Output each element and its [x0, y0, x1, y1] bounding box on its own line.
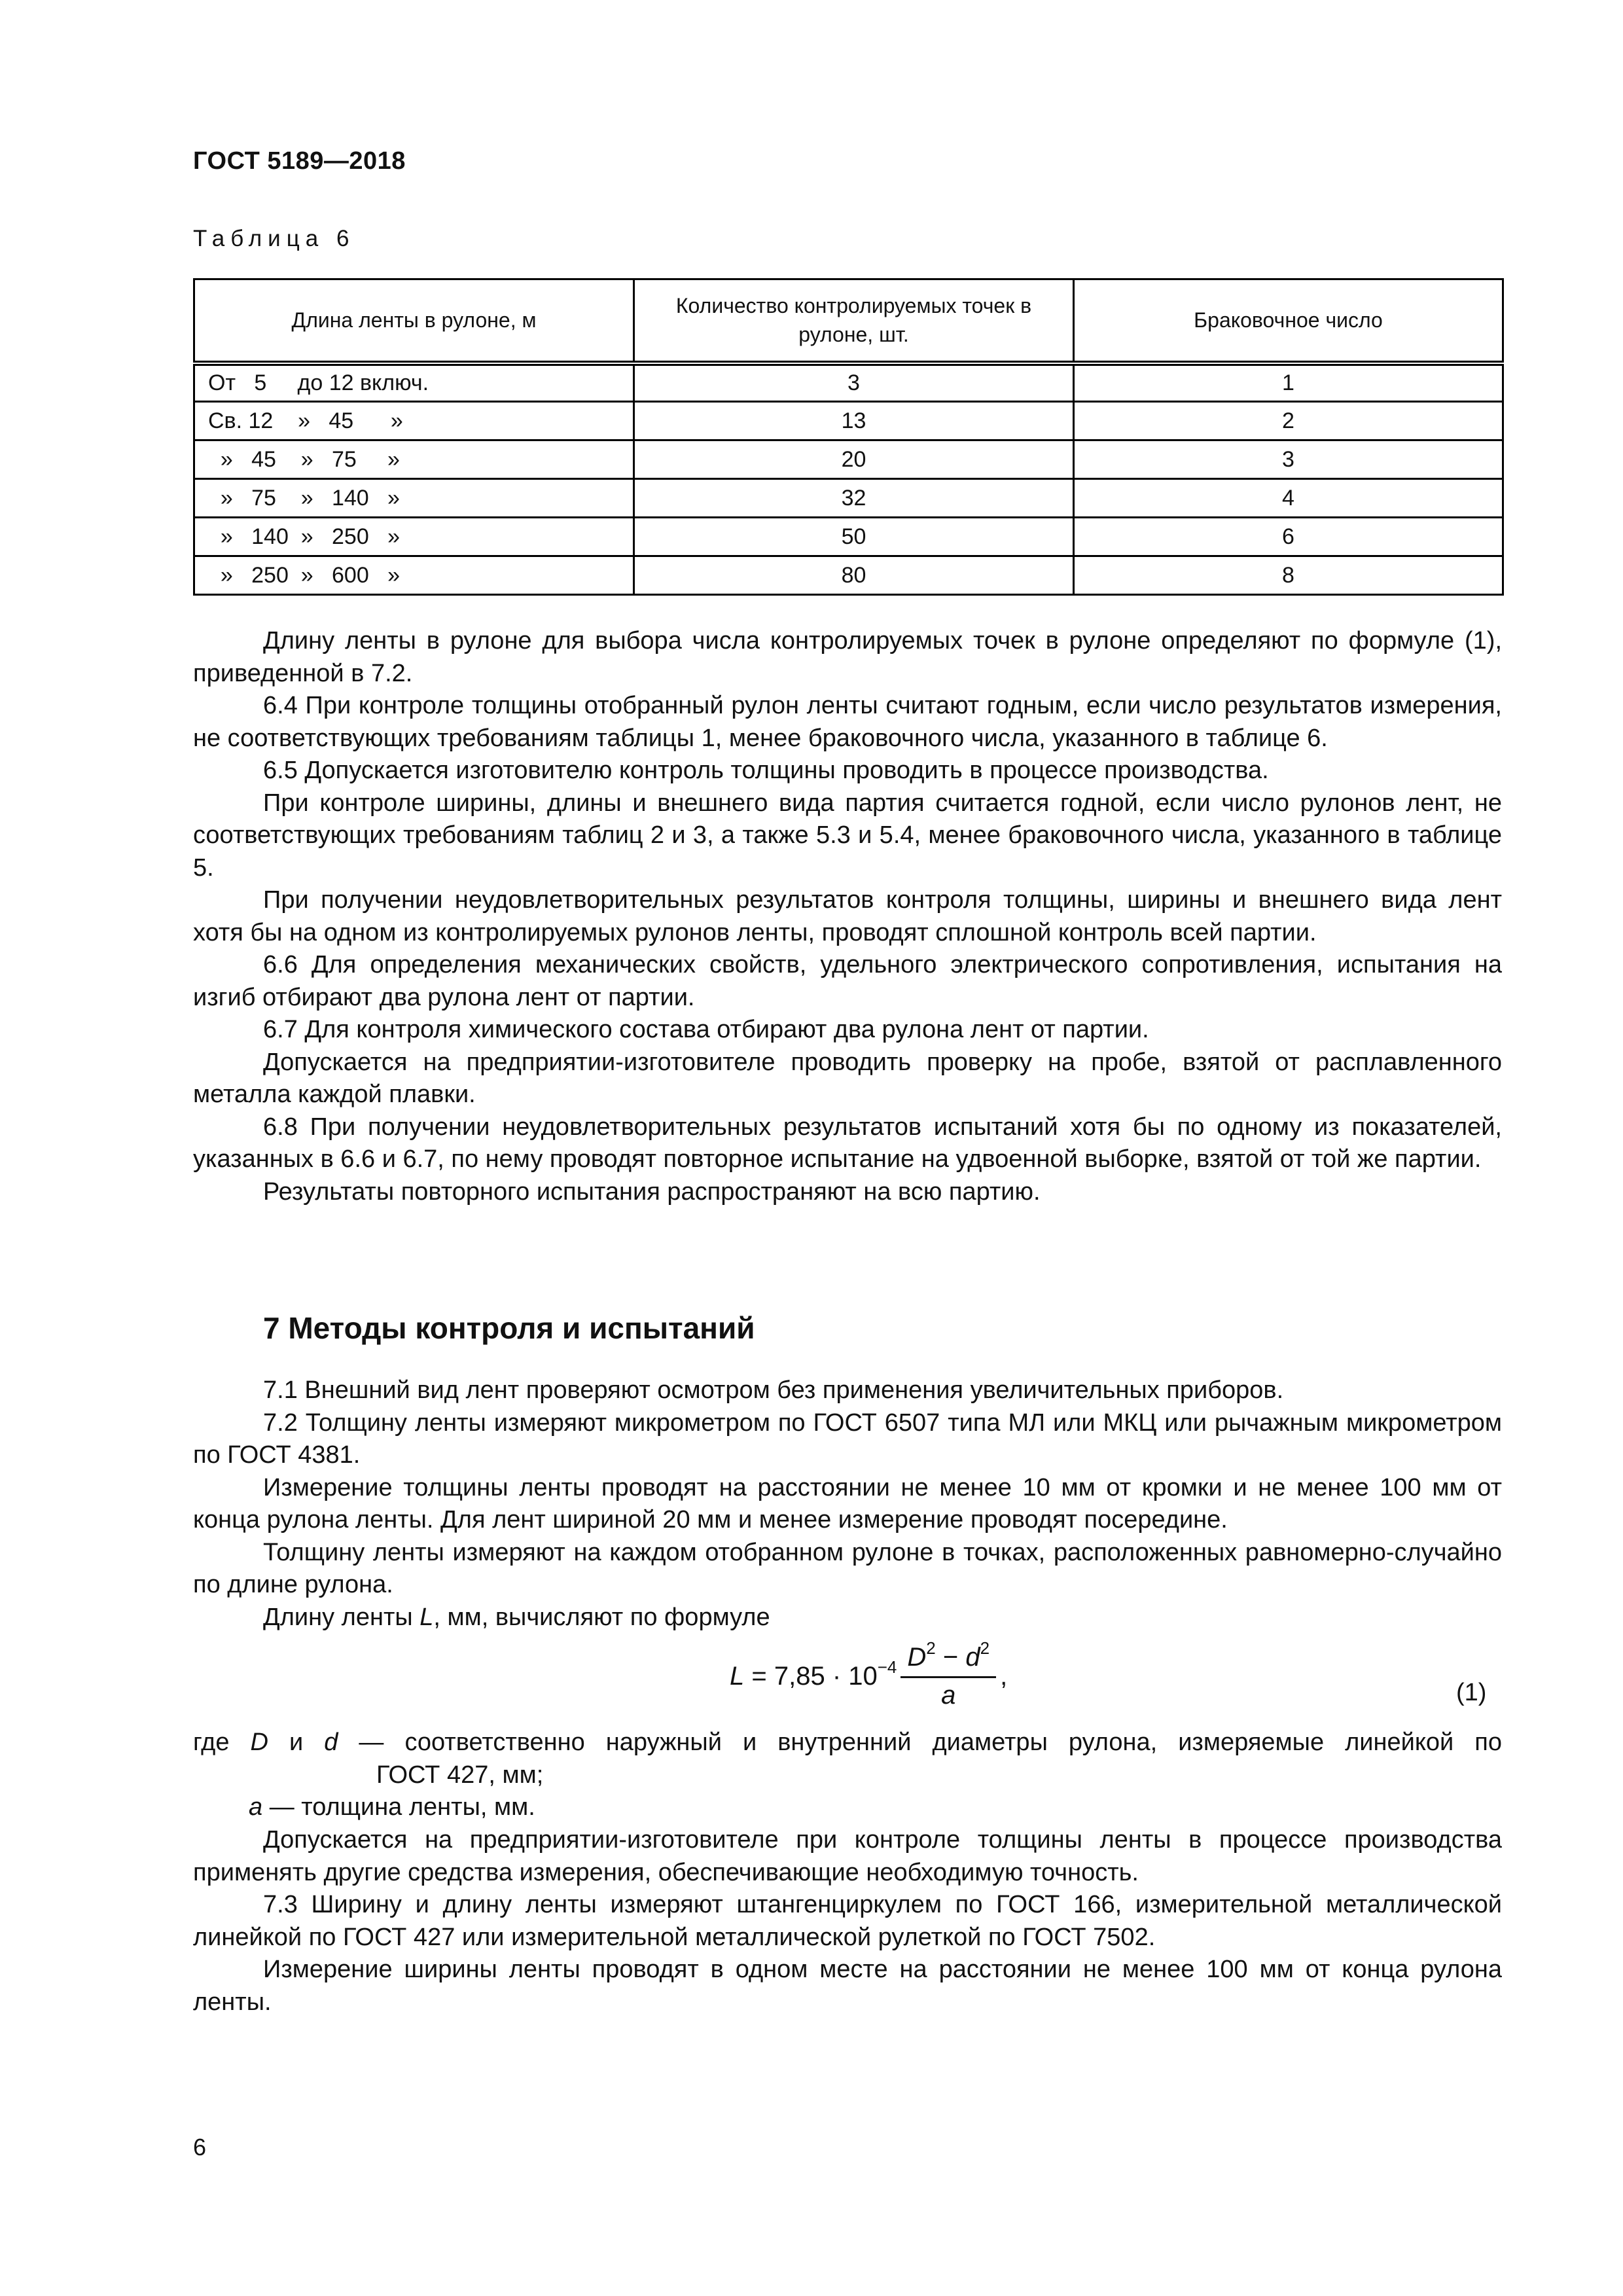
paragraph: 6.4 При контроле толщины отобранный рулон ленты считают годным, если число результатов измерения, не соответствующих требованиям таблицы 1, менее браковочного числа, указанного в таблице 6.: [193, 692, 1502, 752]
table-cell: Св. 12 » 45 »: [194, 402, 634, 440]
column-header: Количество контролируемых точек в рулоне, шт.: [634, 279, 1074, 363]
paragraph: Допускается на предприятии-изготовителе проводить проверку на пробе, взятой от расплавленного металла каждой плавки.: [193, 1048, 1502, 1108]
table-cell: 2: [1074, 402, 1503, 440]
formula-fraction: [901, 1638, 996, 1710]
table-cell: » 45 » 75 »: [194, 440, 634, 479]
legend-row: a — толщина ленты, мм.: [249, 1793, 535, 1821]
formula-denominator: a: [941, 1681, 956, 1710]
table-cell: 4: [1074, 479, 1503, 518]
paragraph: Измерение ширины ленты проводят в одном месте на расстоянии не менее 100 мм от конца рулона ленты.: [193, 1956, 1502, 2016]
paragraph: Допускается на предприятии-изготовителе при контроле толщины ленты в процессе производства применять другие средства измерения, обеспечивающие необходимую точность.: [193, 1826, 1502, 1886]
inspection-table: [193, 278, 1504, 596]
formula-numerator: $D^2 - d^2$: [901, 1643, 996, 1678]
table-cell: От 5 до 12 включ.: [194, 363, 634, 402]
column-header: Длина ленты в рулоне, м: [194, 279, 634, 363]
table-cell: 80: [634, 556, 1074, 595]
table-cell: 3: [634, 363, 1074, 402]
body-text-bottom: [193, 1824, 1502, 2018]
table-cell: 8: [1074, 556, 1503, 595]
paragraph: 7.1 Внешний вид лент проверяют осмотром без применения увеличительных приборов.: [263, 1376, 1284, 1404]
body-text-top: [193, 625, 1502, 1208]
paragraph: 7.2 Толщину ленты измеряют микрометром по ГОСТ 6507 типа МЛ или МКЦ или рычажным микрометром по ГОСТ 4381.: [193, 1408, 1502, 1469]
table-cell: » 75 » 140 »: [194, 479, 634, 518]
table-cell: 50: [634, 518, 1074, 556]
length-formula: [730, 1638, 1008, 1710]
formula-intro: Длину ленты L, мм, вычисляют по формуле: [263, 1603, 770, 1631]
paragraph: 6.8 При получении неудовлетворительных результатов испытаний хотя бы по одному из показателей, указанных в 6.6 и 6.7, по нему проводят повторное испытание на удвоенной выборке, взятой от той же партии.: [193, 1113, 1502, 1173]
table-header-row: [194, 279, 1503, 363]
paragraph: Толщину ленты измеряют на каждом отобранном рулоне в точках, расположенных равномерно-случайно по длине рулона.: [193, 1538, 1502, 1598]
paragraph: 6.5 Допускается изготовителю контроль толщины проводить в процессе производства.: [263, 757, 1269, 784]
formula-tail: ,: [1000, 1662, 1008, 1691]
table-row: [194, 440, 1503, 479]
table-row: [194, 479, 1503, 518]
section-title: 7 Методы контроля и испытаний: [263, 1311, 755, 1345]
legend-row: где D и d — соответственно наружный и внутренний диаметры рулона, измеряемые линейкой по: [193, 1729, 1503, 1756]
column-header: Браковочное число: [1074, 279, 1503, 363]
table-cell: 20: [634, 440, 1074, 479]
table-row: [194, 518, 1503, 556]
paragraph: При получении неудовлетворительных результатов контроля толщины, ширины и внешнего вида лент хотя бы на одном из контролируемых рулонов ленты, проводят сплошной контроль всей партии.: [193, 886, 1502, 946]
table-caption: Таблица 6: [193, 226, 355, 251]
table-cell: 6: [1074, 518, 1503, 556]
table-row: [194, 402, 1503, 440]
table-cell: 13: [634, 402, 1074, 440]
formula-number: (1): [1456, 1679, 1487, 1706]
paragraph: 6.7 Для контроля химического состава отбирают два рулона лент от партии.: [263, 1016, 1149, 1043]
table-cell: 1: [1074, 363, 1503, 402]
page-number: 6: [193, 2134, 207, 2161]
document-header: ГОСТ 5189—2018: [193, 147, 406, 175]
table-cell: 3: [1074, 440, 1503, 479]
table-cell: » 250 » 600 »: [194, 556, 634, 595]
paragraph: 6.6 Для определения механических свойств, удельного электрического сопротивления, испытания на изгиб отбирают два рулона лент от партии.: [193, 951, 1502, 1011]
legend-row-continuation: ГОСТ 427, мм;: [376, 1761, 544, 1789]
formula-legend: [193, 1727, 1502, 1824]
paragraph: Результаты повторного испытания распространяют на всю партию.: [263, 1177, 1041, 1206]
table-cell: 32: [634, 479, 1074, 518]
paragraph: При контроле ширины, длины и внешнего вида партия считается годной, если число рулонов лент, не соответствующих требованиям таблиц 2 и 3, а также 5.3 и 5.4, менее браковочного числа, указанного в таблице 5.: [193, 789, 1502, 882]
formula-lhs: L: [730, 1662, 745, 1691]
table-cell: » 140 » 250 »: [194, 518, 634, 556]
paragraph: Длину ленты в рулоне для выбора числа контролируемых точек в рулоне определяют по формуле (1), приведенной в 7.2.: [193, 627, 1502, 687]
formula-coefficient: = $7,85 \cdot 10^{-4}$: [751, 1657, 897, 1691]
paragraph: Измерение толщины ленты проводят на расстоянии не менее 10 мм от кромки и не менее 100 мм от конца рулона ленты. Для лент шириной 20 мм и менее измерение проводят посередине.: [193, 1473, 1502, 1534]
table-row: [194, 556, 1503, 595]
table-row: [194, 363, 1503, 402]
body-text-mid: [193, 1374, 1502, 1634]
paragraph: 7.3 Ширину и длину ленты измеряют штангенциркулем по ГОСТ 166, измерительной металлической линейкой по ГОСТ 427 или измерительной металлической рулеткой по ГОСТ 7502.: [193, 1891, 1502, 1951]
